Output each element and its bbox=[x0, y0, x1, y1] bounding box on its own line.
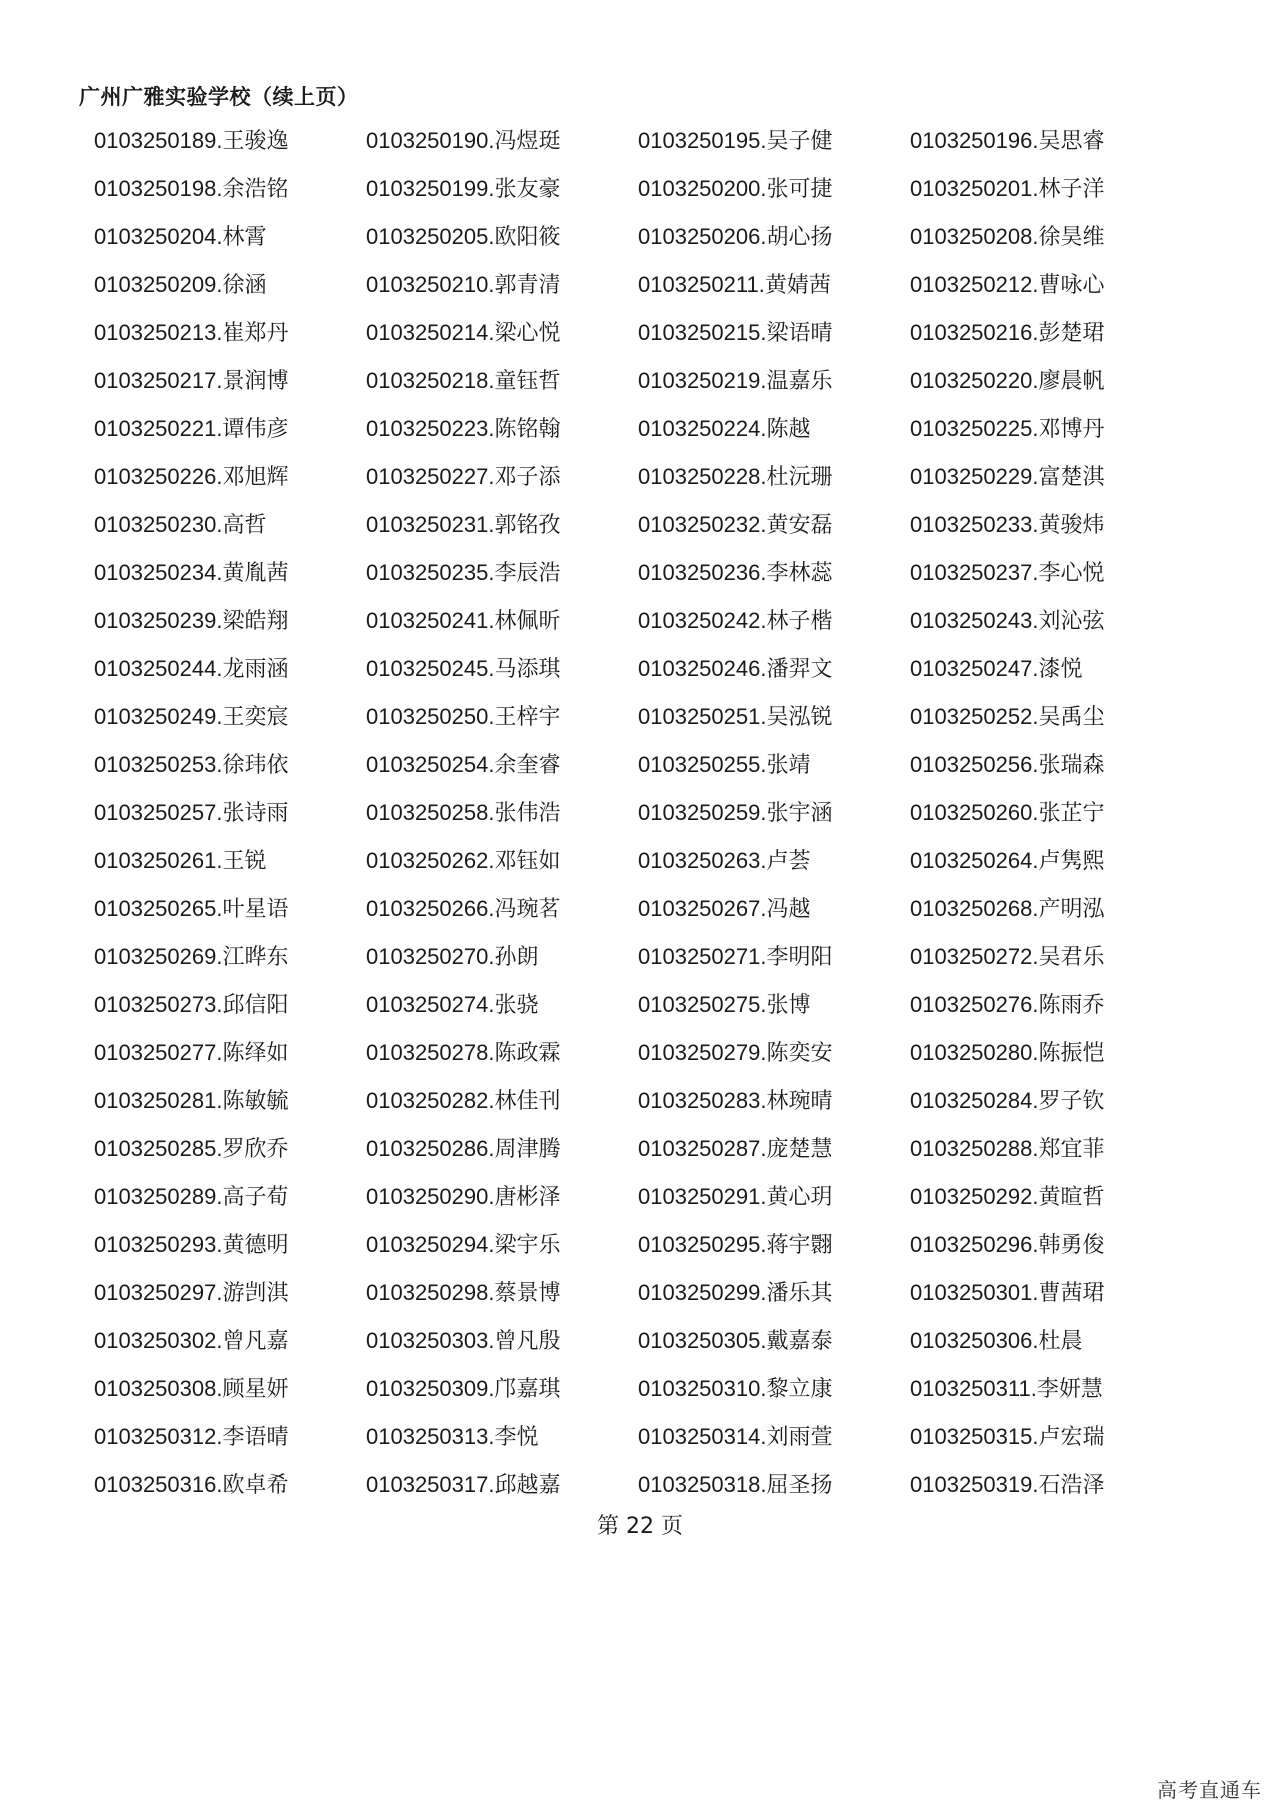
student-entry: 0103250287.庞楚慧 bbox=[638, 1136, 833, 1161]
school-heading: 广州广雅实验学校（续上页） bbox=[79, 85, 359, 109]
student-entry: 0103250217.景润博 bbox=[94, 368, 289, 393]
student-entry: 0103250255.张靖 bbox=[638, 752, 811, 777]
student-entry: 0103250317.邱越嘉 bbox=[366, 1472, 561, 1497]
student-entry: 0103250271.李明阳 bbox=[638, 944, 833, 969]
student-entry: 0103250297.游剀淇 bbox=[94, 1280, 289, 1305]
student-entry: 0103250224.陈越 bbox=[638, 416, 811, 441]
student-entry: 0103250261.王锐 bbox=[94, 848, 267, 873]
student-entry: 0103250223.陈铭翰 bbox=[366, 416, 561, 441]
student-entry: 0103250290.唐彬泽 bbox=[366, 1184, 561, 1209]
student-entry: 0103250302.曾凡嘉 bbox=[94, 1328, 289, 1353]
student-entry: 0103250206.胡心扬 bbox=[638, 224, 833, 249]
admission-list bbox=[94, 117, 1150, 1509]
student-entry: 0103250264.卢隽熙 bbox=[910, 848, 1105, 873]
student-entry: 0103250294.梁宇乐 bbox=[366, 1232, 561, 1257]
student-entry: 0103250274.张骁 bbox=[366, 992, 539, 1017]
student-entry: 0103250286.周津腾 bbox=[366, 1136, 561, 1161]
student-entry: 0103250229.富楚淇 bbox=[910, 464, 1105, 489]
student-entry: 0103250196.吴思睿 bbox=[910, 128, 1105, 153]
student-entry: 0103250296.韩勇俊 bbox=[910, 1232, 1105, 1257]
student-entry: 0103250309.邝嘉琪 bbox=[366, 1376, 561, 1401]
student-entry: 0103250220.廖晨帆 bbox=[910, 368, 1105, 393]
watermark: 高考直通车 bbox=[1157, 1778, 1262, 1802]
student-entry: 0103250231.郭铭孜 bbox=[366, 512, 561, 537]
student-entry: 0103250295.蒋宇翾 bbox=[638, 1232, 833, 1257]
student-entry: 0103250242.林子楷 bbox=[638, 608, 833, 633]
student-entry: 0103250246.潘羿文 bbox=[638, 656, 833, 681]
student-entry: 0103250239.梁皓翔 bbox=[94, 608, 289, 633]
student-entry: 0103250225.邓博丹 bbox=[910, 416, 1105, 441]
student-entry: 0103250218.童钰哲 bbox=[366, 368, 561, 393]
student-entry: 0103250281.陈敏毓 bbox=[94, 1088, 289, 1113]
student-entry: 0103250313.李悦 bbox=[366, 1424, 539, 1449]
student-entry: 0103250243.刘沁弦 bbox=[910, 608, 1105, 633]
student-entry: 0103250253.徐玮依 bbox=[94, 752, 289, 777]
student-entry: 0103250252.吴禹尘 bbox=[910, 704, 1105, 729]
student-entry: 0103250234.黄胤茜 bbox=[94, 560, 289, 585]
student-entry: 0103250244.龙雨涵 bbox=[94, 656, 289, 681]
student-entry: 0103250301.曹茜珺 bbox=[910, 1280, 1105, 1305]
student-entry: 0103250262.邓钰如 bbox=[366, 848, 561, 873]
student-entry: 0103250284.罗子钦 bbox=[910, 1088, 1105, 1113]
student-entry: 0103250233.黄骏炜 bbox=[910, 512, 1105, 537]
student-entry: 0103250215.梁语晴 bbox=[638, 320, 833, 345]
student-entry: 0103250267.冯越 bbox=[638, 896, 811, 921]
student-entry: 0103250212.曹咏心 bbox=[910, 272, 1105, 297]
student-entry: 0103250219.温嘉乐 bbox=[638, 368, 833, 393]
student-entry: 0103250303.曾凡殷 bbox=[366, 1328, 561, 1353]
student-entry: 0103250315.卢宏瑞 bbox=[910, 1424, 1105, 1449]
student-entry: 0103250190.冯煜珽 bbox=[366, 128, 561, 153]
student-entry: 0103250226.邓旭辉 bbox=[94, 464, 289, 489]
student-entry: 0103250280.陈振恺 bbox=[910, 1040, 1105, 1065]
student-entry: 0103250275.张博 bbox=[638, 992, 811, 1017]
student-entry: 0103250189.王骏逸 bbox=[94, 128, 289, 153]
student-entry: 0103250268.产明泓 bbox=[910, 896, 1105, 921]
student-entry: 0103250201.林子洋 bbox=[910, 176, 1105, 201]
student-entry: 0103250311.李妍慧 bbox=[910, 1376, 1103, 1401]
student-entry: 0103250257.张诗雨 bbox=[94, 800, 289, 825]
student-entry: 0103250298.蔡景博 bbox=[366, 1280, 561, 1305]
student-entry: 0103250237.李心悦 bbox=[910, 560, 1105, 585]
student-entry: 0103250195.吴子健 bbox=[638, 128, 833, 153]
student-entry: 0103250289.高子荀 bbox=[94, 1184, 289, 1209]
student-entry: 0103250272.吴君乐 bbox=[910, 944, 1105, 969]
student-entry: 0103250288.郑宜菲 bbox=[910, 1136, 1105, 1161]
student-entry: 0103250245.马添琪 bbox=[366, 656, 561, 681]
student-entry: 0103250308.顾星妍 bbox=[94, 1376, 289, 1401]
student-entry: 0103250228.杜沅珊 bbox=[638, 464, 833, 489]
student-entry: 0103250306.杜晨 bbox=[910, 1328, 1083, 1353]
student-entry: 0103250236.李林蕊 bbox=[638, 560, 833, 585]
student-entry: 0103250270.孙朗 bbox=[366, 944, 539, 969]
student-entry: 0103250250.王梓宇 bbox=[366, 704, 561, 729]
student-entry: 0103250235.李辰浩 bbox=[366, 560, 561, 585]
student-entry: 0103250310.黎立康 bbox=[638, 1376, 833, 1401]
student-entry: 0103250312.李语晴 bbox=[94, 1424, 289, 1449]
student-entry: 0103250227.邓子添 bbox=[366, 464, 561, 489]
student-entry: 0103250230.高哲 bbox=[94, 512, 267, 537]
student-entry: 0103250258.张伟浩 bbox=[366, 800, 561, 825]
student-entry: 0103250282.林佳刊 bbox=[366, 1088, 561, 1113]
student-entry: 0103250254.余奎睿 bbox=[366, 752, 561, 777]
student-entry: 0103250279.陈奕安 bbox=[638, 1040, 833, 1065]
student-entry: 0103250305.戴嘉泰 bbox=[638, 1328, 833, 1353]
student-entry: 0103250269.江晔东 bbox=[94, 944, 289, 969]
student-entry: 0103250213.崔郑丹 bbox=[94, 320, 289, 345]
student-entry: 0103250205.欧阳筱 bbox=[366, 224, 561, 249]
student-entry: 0103250260.张芷宁 bbox=[910, 800, 1105, 825]
student-entry: 0103250251.吴泓锐 bbox=[638, 704, 833, 729]
student-entry: 0103250198.余浩铭 bbox=[94, 176, 289, 201]
student-entry: 0103250276.陈雨乔 bbox=[910, 992, 1105, 1017]
student-entry: 0103250214.梁心悦 bbox=[366, 320, 561, 345]
student-entry: 0103250221.谭伟彦 bbox=[94, 416, 289, 441]
student-entry: 0103250204.林霄 bbox=[94, 224, 267, 249]
student-entry: 0103250319.石浩泽 bbox=[910, 1472, 1105, 1497]
student-entry: 0103250210.郭青清 bbox=[366, 272, 561, 297]
student-entry: 0103250318.屈圣扬 bbox=[638, 1472, 833, 1497]
student-entry: 0103250208.徐昊维 bbox=[910, 224, 1105, 249]
student-entry: 0103250316.欧卓希 bbox=[94, 1472, 289, 1497]
student-entry: 0103250211.黄婧茜 bbox=[638, 272, 831, 297]
student-entry: 0103250292.黄暄哲 bbox=[910, 1184, 1105, 1209]
student-entry: 0103250241.林佩昕 bbox=[366, 608, 561, 633]
student-entry: 0103250278.陈政霖 bbox=[366, 1040, 561, 1065]
student-entry: 0103250293.黄德明 bbox=[94, 1232, 289, 1257]
student-entry: 0103250256.张瑞森 bbox=[910, 752, 1105, 777]
student-entry: 0103250277.陈绎如 bbox=[94, 1040, 289, 1065]
student-entry: 0103250216.彭楚珺 bbox=[910, 320, 1105, 345]
student-entry: 0103250273.邱信阳 bbox=[94, 992, 289, 1017]
student-entry: 0103250200.张可捷 bbox=[638, 176, 833, 201]
page-number: 第 22 页 bbox=[597, 1514, 683, 1539]
student-entry: 0103250259.张宇涵 bbox=[638, 800, 833, 825]
student-entry: 0103250299.潘乐其 bbox=[638, 1280, 833, 1305]
student-entry: 0103250291.黄心玥 bbox=[638, 1184, 833, 1209]
student-entry: 0103250209.徐涵 bbox=[94, 272, 267, 297]
student-entry: 0103250232.黄安磊 bbox=[638, 512, 833, 537]
student-entry: 0103250263.卢荟 bbox=[638, 848, 811, 873]
student-entry: 0103250249.王奕宸 bbox=[94, 704, 289, 729]
student-entry: 0103250265.叶星语 bbox=[94, 896, 289, 921]
student-entry: 0103250283.林琬晴 bbox=[638, 1088, 833, 1113]
student-entry: 0103250266.冯琬茗 bbox=[366, 896, 561, 921]
student-entry: 0103250314.刘雨萱 bbox=[638, 1424, 833, 1449]
student-entry: 0103250247.漆悦 bbox=[910, 656, 1083, 681]
student-entry: 0103250199.张友豪 bbox=[366, 176, 561, 201]
student-entry: 0103250285.罗欣乔 bbox=[94, 1136, 289, 1161]
